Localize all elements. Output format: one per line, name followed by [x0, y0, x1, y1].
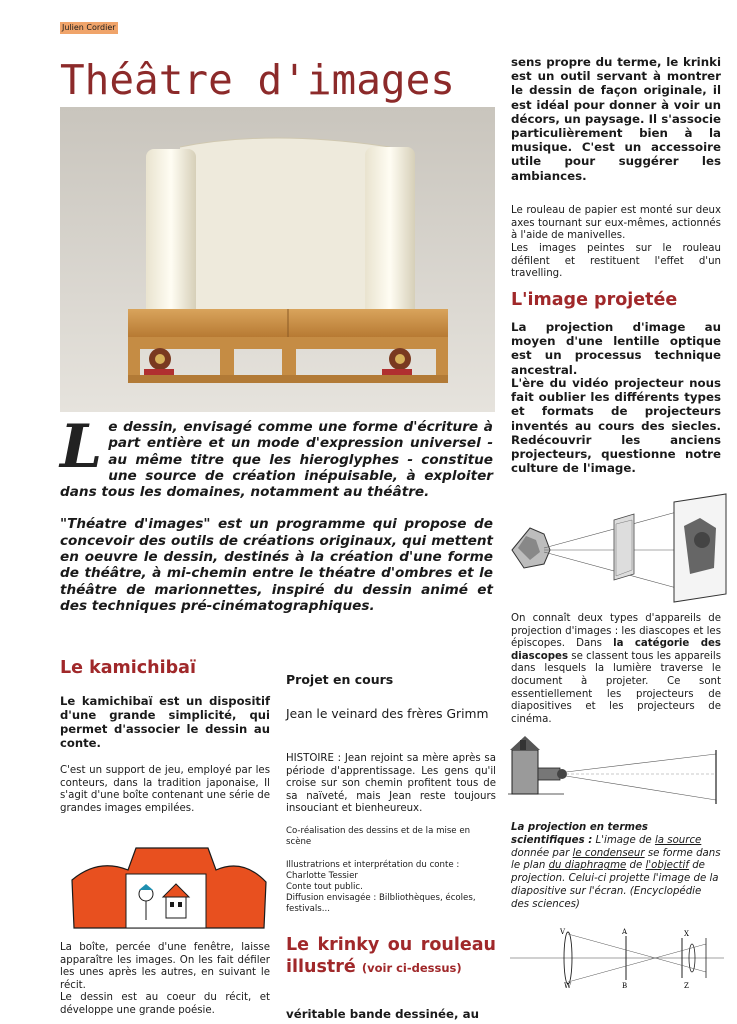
projet-heading: Projet en cours — [286, 672, 394, 687]
krinky-paragraph-cont: sens propre du terme, le krinki est un outil servant à montrer le dessin de façon originale, il est idéal pour donner à voir un décors, un paysage. Il s'associe particulièrement bien à la musique. C'est un accessoire utile pour suggérer les ambiances. — [511, 55, 721, 183]
projet-credit-2: Illustratrions et interprétation du conte : Charlotte Tessier — [286, 860, 460, 881]
krinky-heading-note: (voir ci-dessus) — [361, 961, 462, 975]
projection-caption — [511, 822, 721, 912]
caption-part-b: L'image de — [592, 834, 655, 846]
caption-link-condenseur[interactable]: le condenseur — [572, 847, 645, 859]
optics-diagram — [506, 924, 728, 990]
diagram-label-v: V — [560, 928, 566, 936]
kamichibai-heading: Le kamichibaï — [60, 658, 196, 678]
caption-part-j: de projection. Celui-ci projette l'image de la diapositive sur l'écran. (Encyclopédie des sciences) — [511, 860, 719, 910]
projetee-p3-part-a: On connaît deux types d'appareils de projection d'images : les diascopes et les épiscopes. Dans — [511, 613, 721, 650]
krinky-photo — [60, 107, 495, 412]
caption-part-f: se forme dans le plan — [511, 847, 721, 872]
diagram-label-w: W — [564, 982, 572, 990]
kamichibai-paragraph-3: Le dessin est au coeur du récit, et développe une grande poésie. — [60, 992, 270, 1016]
diagram-label-z: Z — [684, 982, 689, 990]
drop-cap: L — [60, 412, 103, 482]
krinky-paragraph-2a: Le rouleau de papier est monté sur deux axes tournant sur eux-mêmes, actionnés à l'aide de manivelles. — [511, 205, 721, 242]
projet-credit-4: Diffusion envisagée : Bilbliothèques, écoles, festivals... — [286, 893, 476, 914]
krinky-heading — [286, 934, 496, 979]
projet-histoire: HISTOIRE : Jean rejoint sa mère après sa période d'apprentissage. Les gens qu'il croise sur son chemin profitent tous de sa naïveté, mais Jean reste toujours insouciant et bienheureux. — [286, 753, 496, 815]
krinky-heading-text: Le krinky ou rouleau illustré — [286, 935, 496, 977]
projection-engraving-1 — [504, 490, 730, 605]
caption-part-d: donnée par — [511, 847, 573, 859]
projetee-heading: L'image projetée — [511, 290, 678, 310]
kamichibai-drawing — [68, 840, 268, 932]
projet-subtitle: Jean le veinard des frères Grimm — [286, 707, 489, 721]
intro-text — [60, 412, 493, 614]
intro-paragraph-1: e dessin, envisagé comme une forme d'écriture à part entière et un mode d'expression universel - au même titre que les hieroglyphes - constitue une source de création inépuisable, à exploiter dans tous les domaines, notamment au théâtre. — [60, 419, 493, 501]
projection-engraving-2 — [504, 728, 730, 808]
diagram-label-x: X — [684, 930, 689, 938]
krinky-paragraph-2b: Les images peintes sur le rouleau défilent et restituent l'effet d'un travelling. — [511, 243, 721, 280]
projetee-paragraph-2: L'ère du vidéo projecteur nous fait oublier les différents types et formats de projecteurs inventés au cours des siecles. Redécouvrir les anciens projecteurs, questionne notre culture de l'image. — [511, 376, 721, 476]
caption-part-h: de — [626, 860, 646, 872]
page-title: Théâtre d'images — [60, 56, 455, 104]
diagram-label-b: B — [622, 982, 628, 990]
projet-credit-1: Co-réalisation des dessins et de la mise en scène — [286, 826, 471, 847]
caption-link-source[interactable]: la source — [654, 834, 702, 846]
caption-link-objectif[interactable]: l'objectif — [645, 860, 689, 872]
caption-link-diaphragme[interactable]: du diaphragme — [548, 860, 627, 872]
author-tag: Julien Cordier — [62, 23, 116, 32]
kamichibai-lead: Le kamichibaï est un dispositif d'une grande simplicité, qui permet d'associer le dessin au conte. — [60, 694, 270, 750]
intro-paragraph-2: "Théatre d'images" est un programme qui propose de concevoir des outils de créations originaux, qui mettent en oeuvre le dessin, destinés à la création d'une forme de théâtre, à mi-chemin entre le théatre d'ombres et le théâtre de marionnettes, inspiré du dessin animé et des techniques pré-cinématographiques. — [60, 516, 493, 614]
projetee-p3-bold: la catégorie des diascopes — [511, 638, 721, 662]
projet-credit-3: Conte tout public. — [286, 882, 363, 892]
kamichibai-paragraph-1: C'est un support de jeu, employé par les conteurs, dans la tradition japonaise, Il s'agit d'une boîte contenant une série de grandes images empilées. — [60, 765, 270, 814]
projetee-p3-part-c: se classent tous les appareils dans lesquels la lumière traverse le document à projeter. Ce sont essentiellement les projecteurs de diapositives et les projecteurs de cinéma. — [511, 650, 721, 725]
krinky-paragraph-start: véritable bande dessinée, au — [286, 1007, 479, 1021]
caption-lead: La projection en termes scientifiques : — [511, 822, 648, 846]
kamichibai-paragraph-2: La boîte, percée d'une fenêtre, laisse apparaître les images. On les fait défiler les unes après les autres, en suivant le récit. — [60, 942, 270, 991]
diagram-label-a: A — [622, 928, 628, 936]
projetee-paragraph-1: La projection d'image au moyen d'une lentille optique est un processus technique ancestral. — [511, 320, 721, 377]
projetee-paragraph-3 — [511, 613, 721, 726]
